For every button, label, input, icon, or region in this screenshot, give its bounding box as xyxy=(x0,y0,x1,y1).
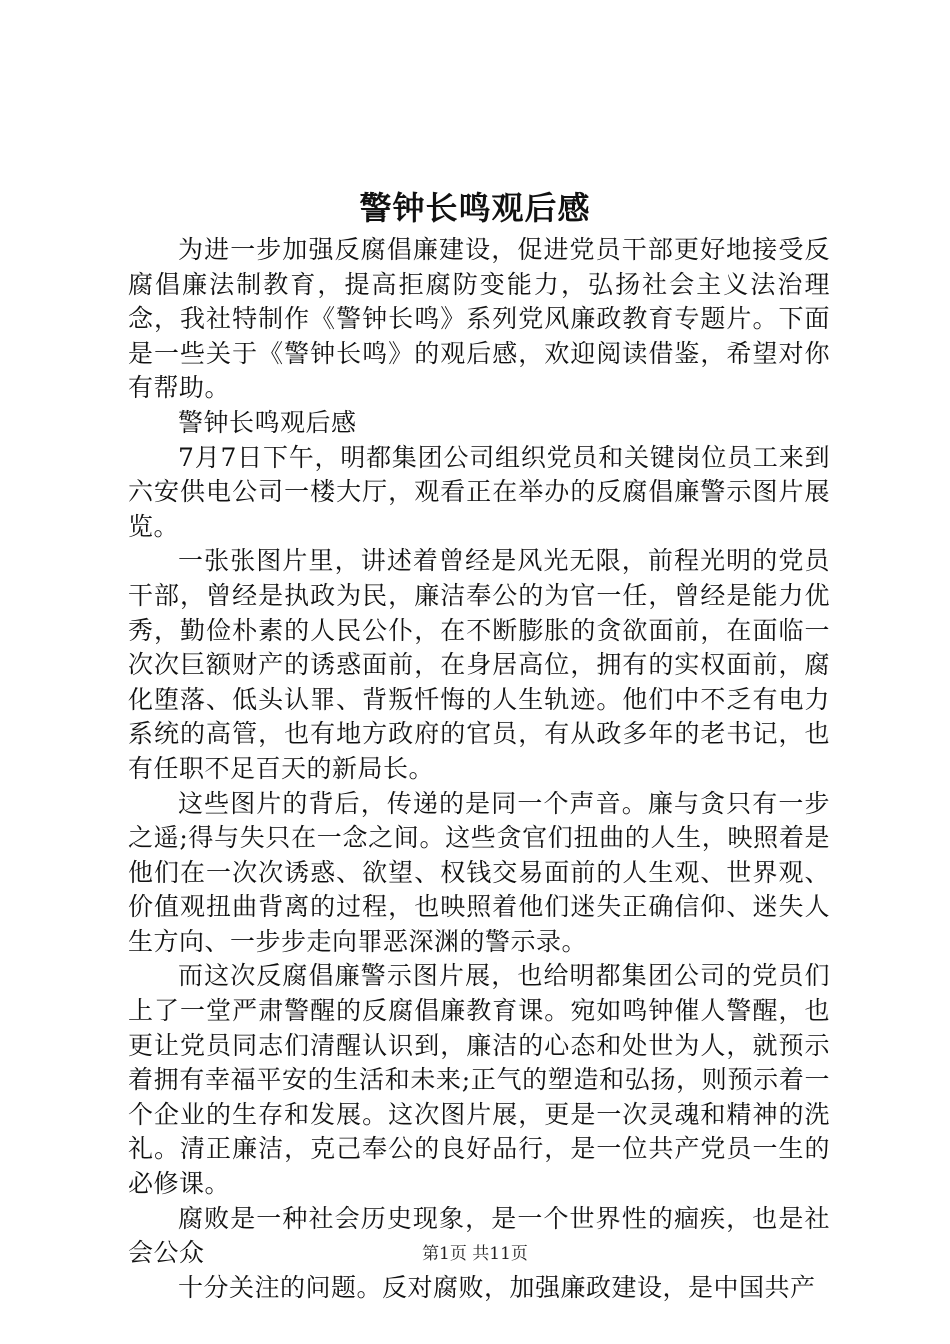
paragraph-education: 而这次反腐倡廉警示图片展，也给明都集团公司的党员们上了一堂严肃警醒的反腐倡廉教育课。宛如鸣钟催人警醒，也更让党员同志们清醒认识到，廉洁的心态和处世为人，就预示着拥有幸福平安的生活和未来;正气的塑造和弘扬，则预示着一个企业的生存和发展。这次图片展，更是一次灵魂和精神的洗礼。清正廉洁，克己奉公的良好品行，是一位共产党员一生的必修课。 xyxy=(128,961,830,1199)
document-body xyxy=(128,233,830,1305)
document-title: 警钟长鸣观后感 xyxy=(359,189,591,227)
paragraph-intro: 为进一步加强反腐倡廉建设，促进党员干部更好地接受反腐倡廉法制教育，提高拒腐防变能力，弘扬社会主义法治理念，我社特制作《警钟长鸣》系列党风廉政教育专题片。下面是一些关于《警钟长鸣》的观后感，欢迎阅读借鉴，希望对你有帮助。 xyxy=(128,235,830,403)
paragraph-pictures: 一张张图片里，讲述着曾经是风光无限，前程光明的党员干部，曾经是执政为民，廉洁奉公的为官一任，曾经是能力优秀，勤俭朴素的人民公仆，在不断膨胀的贪欲面前，在面临一次次巨额财产的诱惑面前，在身居高位，拥有的实权面前，腐化堕落、低头认罪、背叛忏悔的人生轨迹。他们中不乏有电力系统的高管，也有地方政府的官员，有从政多年的老书记，也有任职不足百天的新局长。 xyxy=(128,546,830,783)
paragraph-meaning: 这些图片的背后，传递的是同一个声音。廉与贪只有一步之遥;得与失只在一念之间。这些贪官们扭曲的人生，映照着是他们在一次次诱惑、欲望、权钱交易面前的人生观、世界观、价值观扭曲背离的过程，也映照着他们迷失正确信仰、迷失人生方向、一步步走向罪恶深渊的警示录。 xyxy=(128,788,830,956)
paragraph-continuation: 十分关注的问题。反对腐败，加强廉政建设，是中国共产 xyxy=(178,1272,816,1302)
paragraph-event: 7月7日下午，明都集团公司组织党员和关键岗位员工来到六安供电公司一楼大厅，观看正在举办的反腐倡廉警示图片展览。 xyxy=(128,442,830,541)
page-number: 第1页 共11页 xyxy=(422,1244,528,1264)
paragraph-subtitle: 警钟长鸣观后感 xyxy=(178,407,357,437)
paragraph-corruption: 腐败是一种社会历史现象，是一个世界性的痼疾，也是社会公众 xyxy=(128,1203,830,1268)
